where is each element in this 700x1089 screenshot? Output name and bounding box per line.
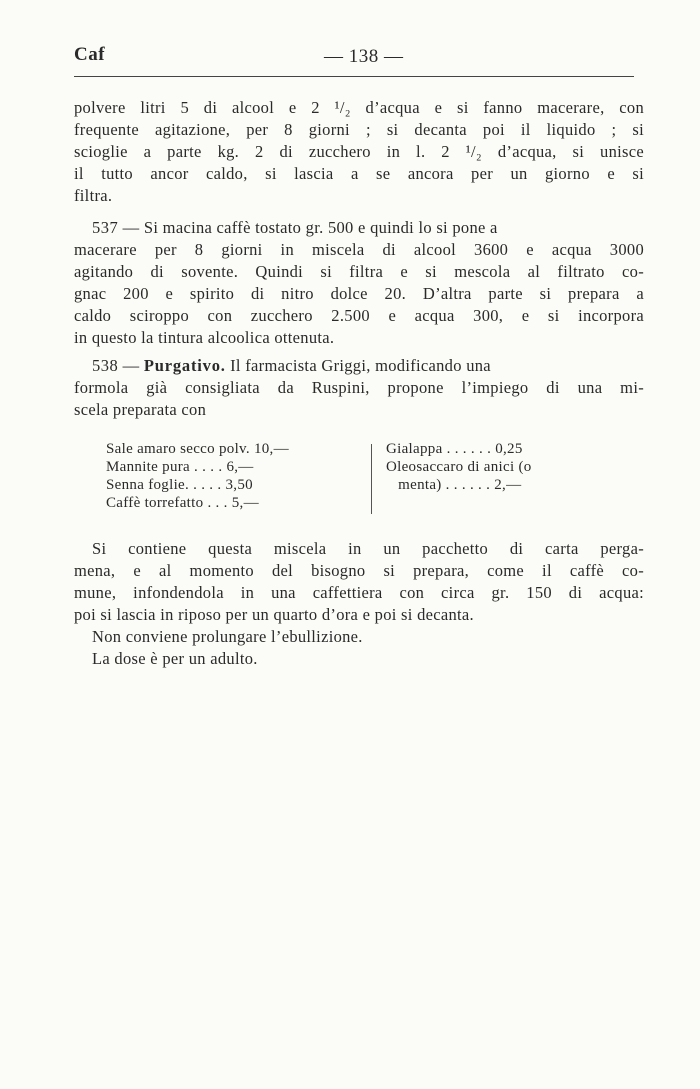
recipe-text: — Si macina caffè tostato gr. 500 e quindi lo si pone a [118,218,498,237]
text-line: poi si lascia in riposo per un quarto d’ora e poi si decanta. [74,605,474,624]
text-line: agitando di sovente. Quindi si filtra e si mescola al filtrato co- [74,262,644,281]
text-line: il tutto ancor caldo, si lascia a se ancora per un giorno e si [74,164,644,183]
text-line: mena, e al momento del bisogno si prepara, come il caffè co- [74,561,644,580]
text-line: filtra. [74,186,113,205]
text-line: caldo sciroppo con zucchero 2.500 e acqua 300, e si incorpora [74,306,644,325]
ingredient-row: menta) . . . . . . 2,— [386,477,522,493]
recipe-dash: — [118,356,144,375]
recipe-title: Purgativo. [143,356,226,375]
page-number: — 138 — [324,46,404,67]
note-line: Non conviene prolungare l’ebullizione. [92,627,363,646]
recipe-number: 538 [92,356,119,375]
text-line: scioglie a parte kg. 2 di zucchero in l. 2 ¹/₂ d’acqua, si unisce [74,142,644,161]
page-header [74,44,634,74]
text-line: polvere litri 5 di alcool e 2 ¹/₂ d’acqua e si fanno macerare, con [74,98,644,117]
text-line: gnac 200 e spirito di nitro dolce 20. D’altra parte si prepara a [74,284,644,303]
ingredient-row: Oleosaccaro di anici (o [386,459,532,475]
recipe-number: 537 [92,218,119,237]
text-line: mune, infondendola in una caffettiera con circa gr. 150 di acqua: [74,583,644,602]
text-line: frequente agitazione, per 8 giorni ; si decanta poi il liquido ; si [74,120,644,139]
text-line: Si contiene questa miscela in un pacchetto di carta perga- [92,539,644,558]
header-rule [74,76,634,77]
ingredient-row: Gialappa . . . . . . 0,25 [386,441,523,457]
running-head: Caf [74,44,106,65]
ingredient-row: Sale amaro secco polv. 10,— [106,441,289,457]
recipe-first-line [92,355,491,377]
text-line: in questo la tintura alcoolica ottenuta. [74,328,335,347]
text-line: scela preparata con [74,400,207,419]
recipe-first-line [92,217,498,239]
text-line: macerare per 8 giorni in miscela di alcool 3600 e acqua 3000 [74,240,644,259]
note-line: La dose è per un adulto. [92,649,258,668]
text-line: formola già consigliata da Ruspini, propone l’impiego di una mi- [74,378,644,397]
ingredient-row: Caffè torrefatto . . . 5,— [106,495,259,511]
table-divider [371,444,372,514]
ingredient-row: Mannite pura . . . . 6,— [106,459,254,475]
ingredient-row: Senna foglie. . . . . 3,50 [106,477,253,493]
recipe-text: Il farmacista Griggi, modificando una [225,356,491,375]
